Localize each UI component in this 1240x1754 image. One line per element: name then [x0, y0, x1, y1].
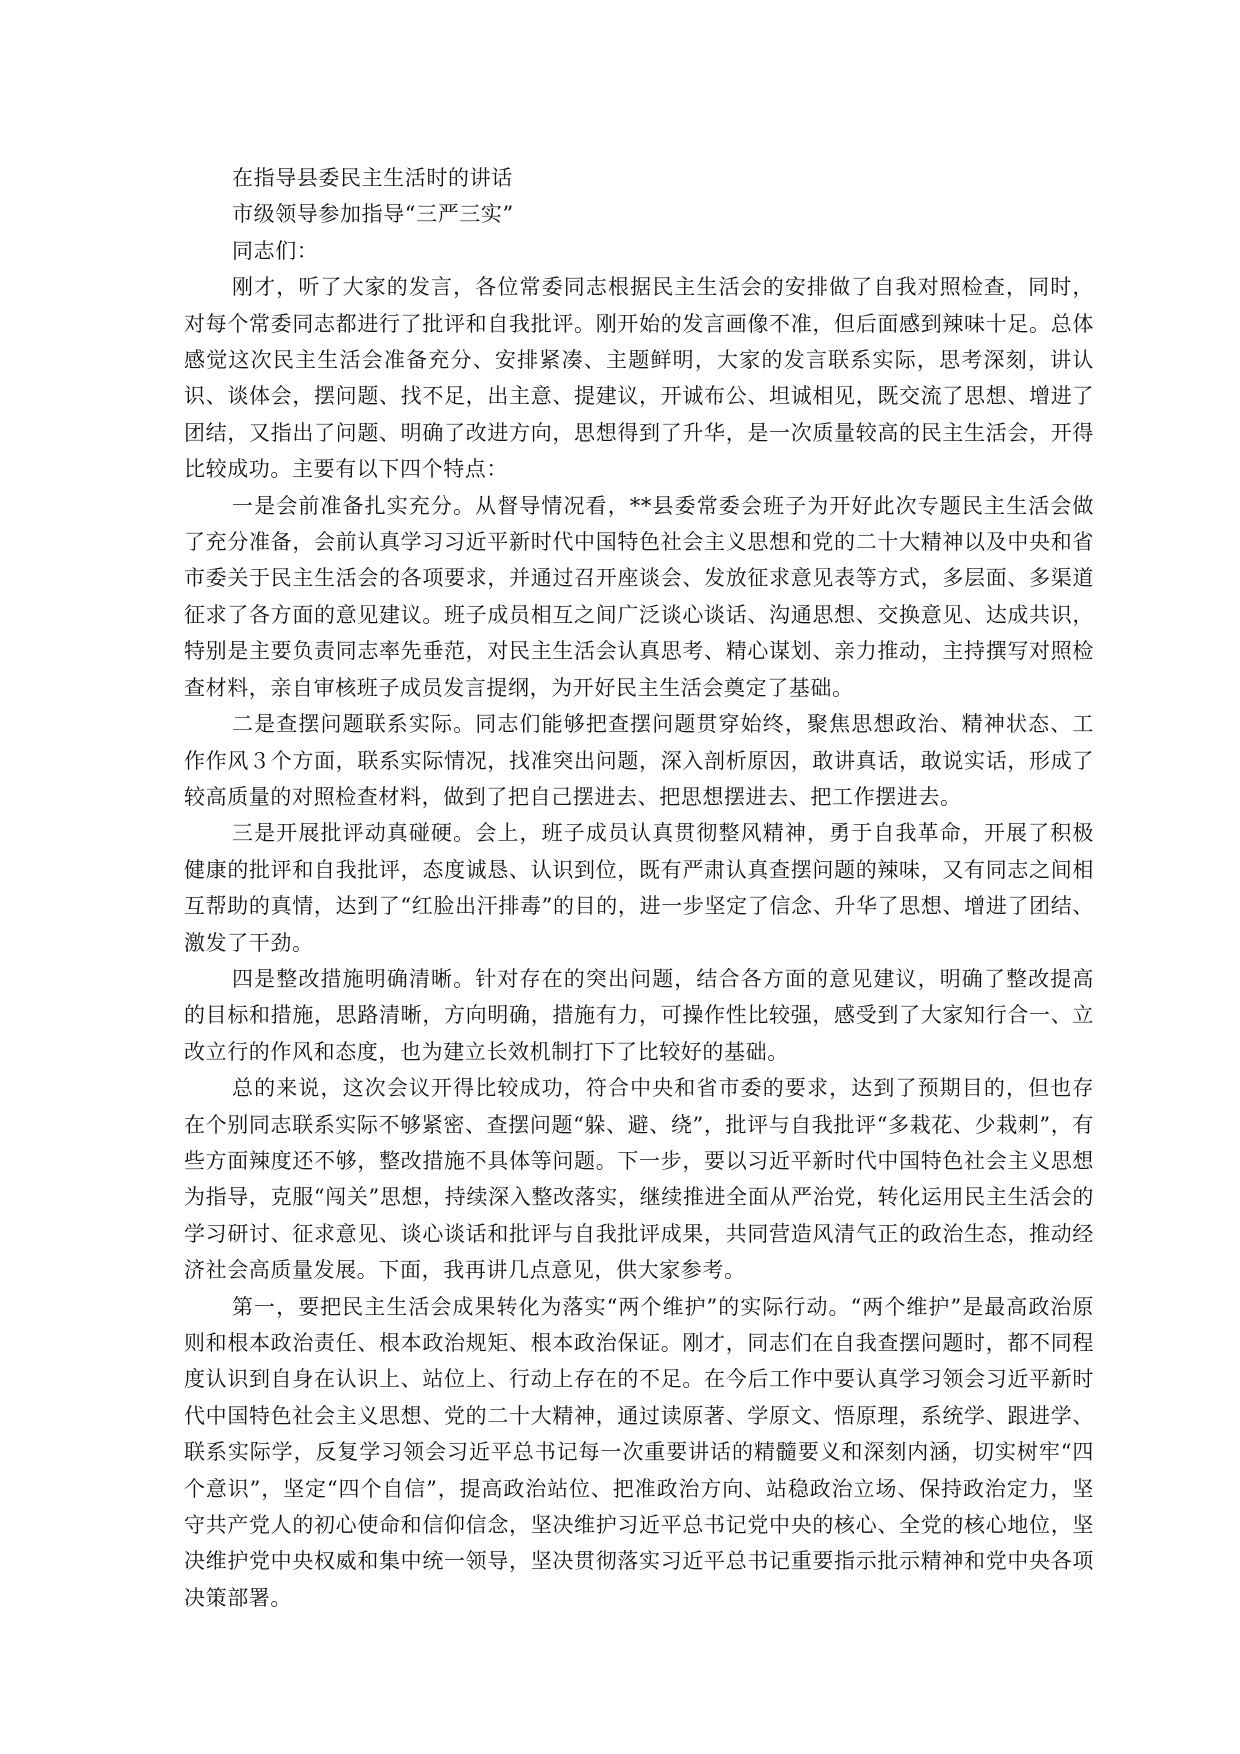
paragraph-summary: 总的来说，这次会议开得比较成功，符合中央和省市委的要求，达到了预期目的，但也存在个别同志联系实际不够紧密、查摆问题“躲、避、绕”，批评与自我批评“多栽花、少栽刺”，有些方面辣度还不够，整改措施不具体等问题。下一步，要以习近平新时代中国特色社会主义思想为指导，克服“闯关”思想，持续深入整改落实，继续推进全面从严治党，转化运用民主生活会的学习研讨、征求意见、谈心谈话和批评与自我批评成果，共同营造风清气正的政治生态，推动经济社会高质量发展。下面，我再讲几点意见，供大家参考。	[184, 1076, 1094, 1283]
paragraph-feature-3: 三是开展批评动真碰硬。会上，班子成员认真贯彻整风精神，勇于自我革命，开展了积极健康的批评和自我批评，态度诚恳、认识到位，既有严肃认真查摆问题的辣味，又有同志之间相互帮助的真情，达到了“红脸出汗排毒”的目的，进一步坚定了信念、升华了思想、增进了团结、激发了干劲。	[184, 821, 1094, 955]
document-subtitle: 市级领导参加指导“三严三实”	[232, 202, 514, 227]
document-page	[184, 160, 1094, 1616]
salutation: 同志们：	[232, 238, 319, 263]
paragraph-feature-1: 一是会前准备扎实充分。从督导情况看，**县委常委会班子为开好此次专题民主生活会做了充分准备，会前认真学习习近平新时代中国特色社会主义思想和党的二十大精神以及中央和省市委关于民主生活会的各项要求，并通过召开座谈会、发放征求意见表等方式，多层面、多渠道征求了各方面的意见建议。班子成员相互之间广泛谈心谈话、沟通思想、交换意见、达成共识，特别是主要负责同志率先垂范，对民主生活会认真思考、精心谋划、亲力推动，主持撰写对照检查材料，亲自审核班子成员发言提纲，为开好民主生活会奠定了基础。	[184, 493, 1094, 700]
paragraph-feature-4: 四是整改措施明确清晰。针对存在的突出问题，结合各方面的意见建议，明确了整改提高的目标和措施，思路清晰，方向明确，措施有力，可操作性比较强，感受到了大家知行合一、立改立行的作风和态度，也为建立长效机制打下了比较好的基础。	[184, 966, 1094, 1064]
document-title: 在指导县委民主生活时的讲话	[232, 166, 513, 190]
paragraph-point-1: 第一，要把民主生活会成果转化为落实“两个维护”的实际行动。“两个维护”是最高政治原则和根本政治责任、根本政治规矩、根本政治保证。刚才，同志们在自我查摆问题时，都不同程度认识到自身在认识上、站位上、行动上存在的不足。在今后工作中要认真学习领会习近平新时代中国特色社会主义思想、党的二十大精神，通过读原著、学原文、悟原理，系统学、跟进学、联系实际学，反复学习领会习近平总书记每一次重要讲话的精髓要义和深刻内涵，切实树牢“四个意识”，坚定“四个自信”，提高政治站位、把准政治方向、站稳政治立场、保持政治定力，坚守共产党人的初心使命和信仰信念，坚决维护习近平总书记党中央的核心、全党的核心地位，坚决维护党中央权威和集中统一领导，坚决贯彻落实习近平总书记重要指示批示精神和党中央各项决策部署。	[184, 1294, 1094, 1610]
paragraph-feature-2: 二是查摆问题联系实际。同志们能够把查摆问题贯穿始终，聚焦思想政治、精神状态、工作作风３个方面，联系实际情况，找准突出问题，深入剖析原因，敢讲真话，敢说实话，形成了较高质量的对照检查材料，做到了把自己摆进去、把思想摆进去、把工作摆进去。	[184, 712, 1094, 809]
paragraph-intro: 刚才，听了大家的发言，各位常委同志根据民主生活会的安排做了自我对照检查，同时，对每个常委同志都进行了批评和自我批评。刚开始的发言画像不准，但后面感到辣味十足。总体感觉这次民主生活会准备充分、安排紧凑、主题鲜明，大家的发言联系实际，思考深刻，讲认识、谈体会，摆问题、找不足，出主意、提建议，开诚布公、坦诚相见，既交流了思想、增进了团结，又指出了问题、明确了改进方向，思想得到了升华，是一次质量较高的民主生活会，开得比较成功。主要有以下四个特点：	[184, 275, 1094, 482]
